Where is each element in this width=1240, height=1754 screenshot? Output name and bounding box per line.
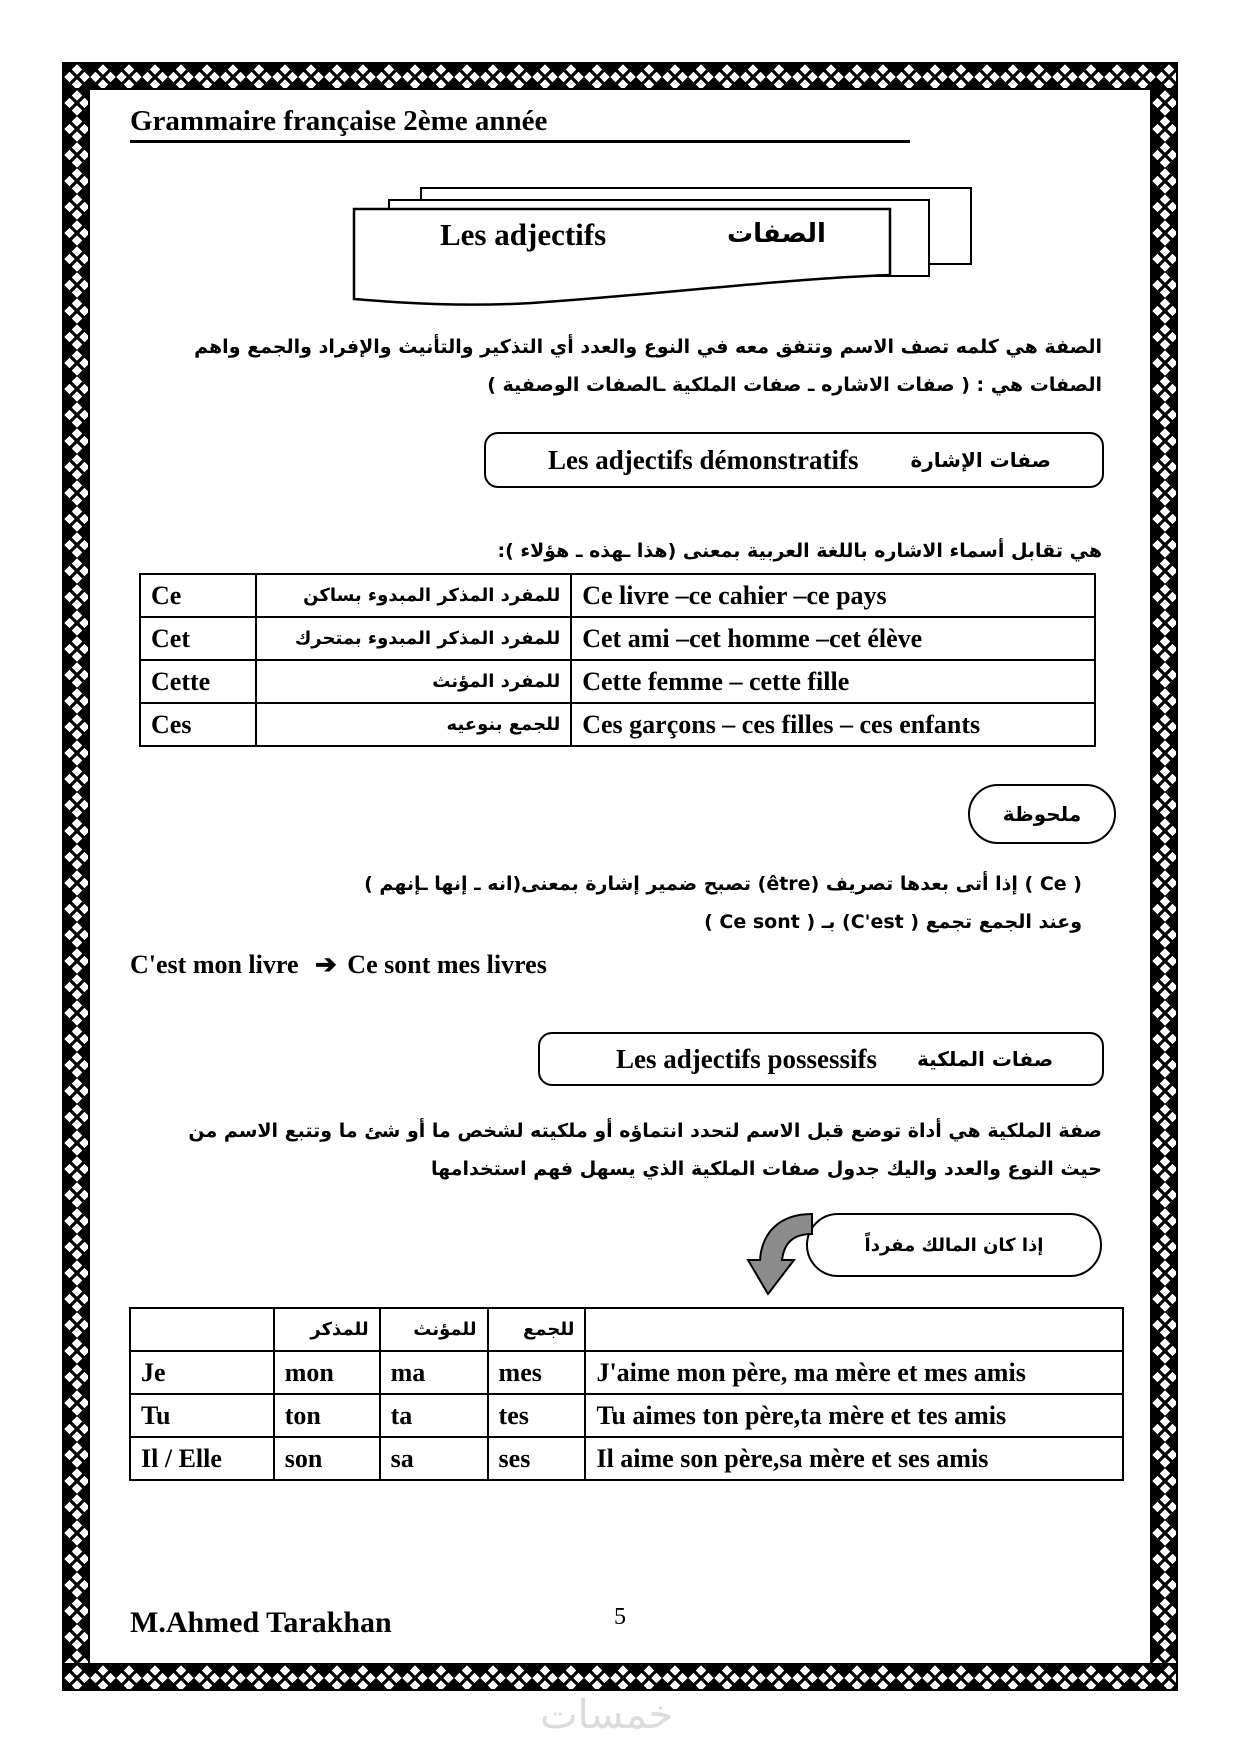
usage-cell: للمفرد المذكر المبدوء بمتحرك bbox=[256, 617, 571, 660]
intro-paragraph bbox=[180, 328, 1102, 404]
title-french: Les adjectifs bbox=[440, 217, 607, 252]
usage-cell: للمفرد المؤنث bbox=[256, 660, 571, 703]
header-cell bbox=[130, 1308, 274, 1351]
section-heading-demonstratifs bbox=[484, 432, 1104, 488]
note-example bbox=[130, 950, 547, 980]
possessifs-line-2: حيث النوع والعدد واليك جدول صفات الملكية الذي يسهل فهم استخدامها bbox=[431, 1158, 1102, 1180]
demonstrative-adjectives-table bbox=[139, 573, 1096, 747]
examples-cell: Cet ami –cet homme –cet élève bbox=[571, 617, 1095, 660]
title-arabic: الصفات bbox=[727, 219, 826, 249]
plural-cell: ses bbox=[488, 1437, 586, 1480]
pronoun-cell: Je bbox=[130, 1351, 274, 1394]
feminine-cell: ta bbox=[380, 1394, 488, 1437]
usage-cell: للمفرد المذكر المبدوء بساكن bbox=[256, 574, 571, 617]
section-heading-french: Les adjectifs démonstratifs bbox=[548, 444, 859, 475]
feminine-cell: ma bbox=[380, 1351, 488, 1394]
watermark-logo: خمسات bbox=[540, 1692, 674, 1738]
masculine-cell: ton bbox=[274, 1394, 380, 1437]
decorative-border-top bbox=[64, 64, 1176, 90]
table-row bbox=[140, 660, 1095, 703]
document-header-title: Grammaire française 2ème année bbox=[130, 104, 910, 143]
examples-cell: Cette femme – cette fille bbox=[571, 660, 1095, 703]
intro-line-1: الصفة هي كلمه تصف الاسم وتتفق معه في النوع والعدد أي التذكير والتأنيث والإفراد والجمع واهم bbox=[194, 336, 1102, 358]
masculine-cell: mon bbox=[274, 1351, 380, 1394]
section-heading-arabic: صفات الملكية bbox=[917, 1047, 1054, 1071]
table-row bbox=[130, 1394, 1123, 1437]
footer-author: M.Ahmed Tarakhan bbox=[130, 1606, 392, 1639]
section-heading-french: Les adjectifs possessifs bbox=[616, 1043, 877, 1074]
examples-cell: Ce livre –ce cahier –ce pays bbox=[571, 574, 1095, 617]
examples-cell: Ces garçons – ces filles – ces enfants bbox=[571, 703, 1095, 746]
page-number: 5 bbox=[614, 1604, 626, 1630]
table-row bbox=[140, 617, 1095, 660]
note-label-pill: ملحوظة bbox=[968, 784, 1116, 844]
adjective-cell: Ce bbox=[140, 574, 256, 617]
masculine-cell: son bbox=[274, 1437, 380, 1480]
header-plural: للجمع bbox=[488, 1308, 586, 1351]
table-row bbox=[130, 1437, 1123, 1480]
example-plural: Ce sont mes livres bbox=[347, 950, 547, 979]
plural-cell: mes bbox=[488, 1351, 586, 1394]
note-paragraph bbox=[300, 865, 1082, 941]
singular-owner-callout: إذا كان المالك مفرداً bbox=[806, 1213, 1102, 1277]
decorative-border-bottom bbox=[64, 1663, 1176, 1689]
header-cell bbox=[585, 1308, 1123, 1351]
section-heading-possessifs bbox=[538, 1032, 1104, 1086]
table-row bbox=[140, 574, 1095, 617]
note-line-2: وعند الجمع تجمع ( C'est) بـ ( Ce sont ) bbox=[704, 911, 1082, 933]
example-cell: Tu aimes ton père,ta mère et tes amis bbox=[585, 1394, 1123, 1437]
intro-line-2: الصفات هي : ( صفات الاشاره ـ صفات الملكية ـالصفات الوصفية ) bbox=[487, 374, 1102, 396]
adjective-cell: Cet bbox=[140, 617, 256, 660]
feminine-cell: sa bbox=[380, 1437, 488, 1480]
possessifs-line-1: صفة الملكية هي أداة توضع قبل الاسم لتحدد انتماؤه أو ملكيته لشخص ما أو شئ ما وتتبع الاسم من bbox=[188, 1120, 1102, 1142]
table-row bbox=[130, 1351, 1123, 1394]
usage-cell: للجمع بنوعيه bbox=[256, 703, 571, 746]
example-cell: Il aime son père,sa mère et ses amis bbox=[585, 1437, 1123, 1480]
decorative-border-right bbox=[1150, 90, 1176, 1663]
title-box bbox=[352, 207, 892, 305]
adjective-cell: Cette bbox=[140, 660, 256, 703]
header-masculine: للمذكر bbox=[274, 1308, 380, 1351]
table-header-row bbox=[130, 1308, 1123, 1351]
section-heading-arabic: صفات الإشارة bbox=[910, 448, 1051, 472]
table-row bbox=[140, 703, 1095, 746]
demonstratifs-description: هي تقابل أسماء الاشاره باللغة العربية بمعنى (هذا ـهذه ـ هؤلاء ): bbox=[497, 540, 1102, 562]
decorative-border-left bbox=[64, 90, 90, 1663]
curved-down-arrow-icon bbox=[742, 1210, 832, 1300]
pronoun-cell: Il / Elle bbox=[130, 1437, 274, 1480]
pronoun-cell: Tu bbox=[130, 1394, 274, 1437]
adjective-cell: Ces bbox=[140, 703, 256, 746]
header-feminine: للمؤنث bbox=[380, 1308, 488, 1351]
possessive-adjectives-table bbox=[129, 1307, 1124, 1481]
right-arrow-icon: ➔ bbox=[315, 950, 337, 979]
example-singular: C'est mon livre bbox=[130, 950, 299, 979]
note-line-1: ( Ce ) إذا أتى بعدها تصريف (être) تصبح ضمير إشارة بمعنى(انه ـ إنها ـإنهم ) bbox=[364, 873, 1082, 895]
example-cell: J'aime mon père, ma mère et mes amis bbox=[585, 1351, 1123, 1394]
plural-cell: tes bbox=[488, 1394, 586, 1437]
possessifs-paragraph bbox=[170, 1112, 1102, 1188]
